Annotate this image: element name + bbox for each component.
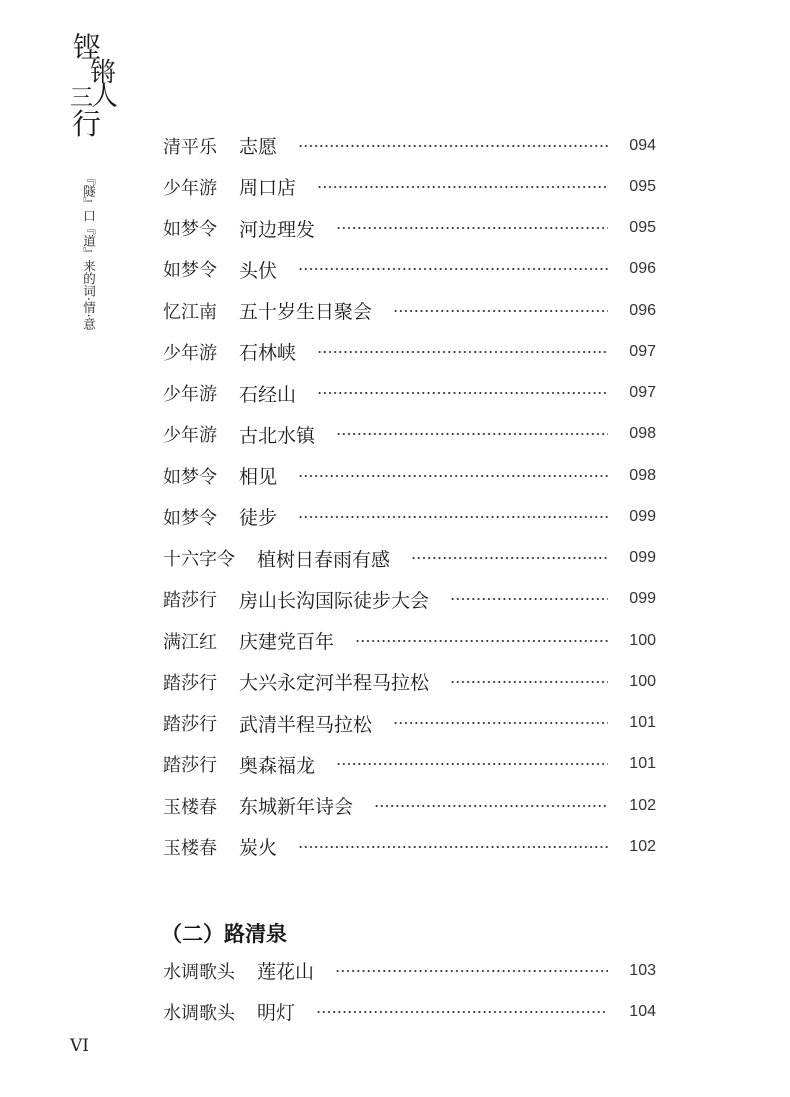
toc-entry: [163, 455, 656, 496]
toc-entry-tune: 踏莎行: [163, 755, 217, 777]
toc-entry: [163, 331, 656, 372]
toc-entry-page: 098: [629, 466, 656, 484]
toc-entry-title: 古北水镇: [239, 424, 316, 447]
toc-entry: [163, 414, 656, 455]
toc-entry: [163, 661, 656, 702]
dot-leader: [336, 762, 608, 766]
toc-entry-title: 周口店: [239, 177, 297, 200]
dot-leader: [317, 185, 608, 189]
toc-entry-tune: 少年游: [163, 342, 217, 364]
dot-leader: [336, 432, 608, 436]
toc-entry: [163, 744, 656, 785]
toc-entry-page: 103: [629, 961, 656, 979]
toc-entry-title: 植树日春雨有感: [257, 548, 391, 571]
toc-entry-page: 102: [629, 837, 656, 855]
dot-leader: [393, 309, 608, 313]
dot-leader: [298, 845, 608, 849]
toc-entry-tune: 玉楼春: [163, 837, 217, 859]
toc-entry-title: 炭火: [239, 837, 278, 860]
toc-entry-page: 099: [629, 507, 656, 525]
book-title-char: 行: [72, 107, 102, 141]
toc-entry-page: 101: [629, 755, 656, 773]
toc-entry-page: 100: [629, 672, 656, 690]
toc-entry: [163, 579, 656, 620]
toc-entry: [163, 703, 656, 744]
toc-entry-title: 志愿: [239, 136, 278, 159]
toc-entry: [163, 785, 656, 826]
toc-entry-tune: 踏莎行: [163, 590, 217, 612]
toc-entry: [163, 373, 656, 414]
dot-leader: [393, 721, 608, 725]
toc-entry: [163, 249, 656, 290]
toc-entry-title: 莲花山: [257, 961, 315, 984]
toc-entry-tune: 满江红: [163, 631, 217, 653]
section-heading: （二）路清泉: [161, 921, 287, 946]
dot-leader: [316, 1010, 608, 1014]
toc-entry-page: 098: [629, 425, 656, 443]
dot-leader: [298, 474, 608, 478]
toc-entry-title: 明灯: [257, 1002, 296, 1025]
book-title-char: 三: [70, 85, 93, 111]
toc-entry-page: 101: [629, 714, 656, 732]
toc-entry-page: 097: [629, 342, 656, 360]
toc-entry-tune: 踏莎行: [163, 714, 217, 736]
dot-leader: [317, 391, 608, 395]
toc-entry: [163, 125, 656, 166]
page-number: VI: [70, 1036, 89, 1056]
toc-entry-title: 石林峡: [239, 342, 297, 365]
book-subtitle: 『隧』口『道』来的词·情·意: [81, 172, 97, 330]
dot-leader: [336, 226, 608, 230]
dot-leader: [317, 350, 608, 354]
toc-entry-tune: 如梦令: [163, 507, 217, 529]
toc-entry-page: 104: [629, 1002, 656, 1020]
toc-entry-page: 102: [629, 796, 656, 814]
toc-entry: [163, 950, 656, 991]
toc-entry-tune: 如梦令: [163, 466, 217, 488]
toc-entry: [163, 208, 656, 249]
book-title-char: 人: [91, 81, 118, 112]
toc-entry-page: 099: [629, 590, 656, 608]
book-title-char: 铿: [73, 31, 102, 64]
toc-entry-title: 东城新年诗会: [239, 796, 354, 819]
toc-entry-page: 095: [629, 219, 656, 237]
toc-entry-tune: 忆江南: [163, 301, 217, 323]
toc-entry-title: 头伏: [239, 259, 278, 282]
dot-leader: [298, 515, 608, 519]
dot-leader: [374, 804, 608, 808]
toc-list-section-1: [163, 125, 656, 868]
dot-leader: [450, 680, 608, 684]
toc-entry-page: 099: [629, 549, 656, 567]
toc-entry-tune: 踏莎行: [163, 672, 217, 694]
dot-leader: [298, 144, 608, 148]
toc-entry: [163, 620, 656, 661]
toc-entry-title: 大兴永定河半程马拉松: [239, 672, 430, 695]
toc-entry: [163, 496, 656, 537]
toc-entry-tune: 十六字令: [163, 549, 235, 571]
toc-entry-tune: 少年游: [163, 384, 217, 406]
toc-entry-title: 奥森福龙: [239, 754, 316, 777]
toc-entry-tune: 少年游: [163, 425, 217, 447]
toc-entry: [163, 166, 656, 207]
toc-entry-page: 096: [629, 301, 656, 319]
toc-entry-tune: 少年游: [163, 177, 217, 199]
dot-leader: [450, 597, 608, 601]
toc-entry-tune: 玉楼春: [163, 796, 217, 818]
toc-entry-title: 庆建党百年: [239, 631, 335, 654]
toc-entry-page: 095: [629, 177, 656, 195]
toc-entry-page: 100: [629, 631, 656, 649]
toc-entry-tune: 水调歌头: [163, 961, 235, 983]
toc-entry-title: 五十岁生日聚会: [239, 301, 373, 324]
toc-entry-title: 石经山: [239, 383, 297, 406]
toc-entry-title: 河边理发: [239, 218, 316, 241]
toc-entry-page: 096: [629, 260, 656, 278]
toc-entry: [163, 826, 656, 867]
toc-entry-title: 武清半程马拉松: [239, 713, 373, 736]
toc-entry-tune: 清平乐: [163, 136, 217, 158]
toc-entry: [163, 991, 656, 1032]
dot-leader: [411, 556, 608, 560]
toc-entry-page: 097: [629, 384, 656, 402]
toc-entry-tune: 水调歌头: [163, 1002, 235, 1024]
toc-entry-tune: 如梦令: [163, 219, 217, 241]
toc-entry-tune: 如梦令: [163, 260, 217, 282]
toc-entry-title: 相见: [239, 466, 278, 489]
dot-leader: [298, 267, 608, 271]
toc-entry: [163, 538, 656, 579]
dot-leader: [335, 969, 608, 973]
toc-entry-title: 房山长沟国际徒步大会: [239, 589, 430, 612]
toc-entry-page: 094: [629, 136, 656, 154]
toc-entry: [163, 290, 656, 331]
toc-list-section-2: [163, 950, 656, 1033]
dot-leader: [355, 639, 608, 643]
toc-entry-title: 徒步: [239, 507, 278, 530]
book-title-char: 锵: [90, 58, 117, 88]
